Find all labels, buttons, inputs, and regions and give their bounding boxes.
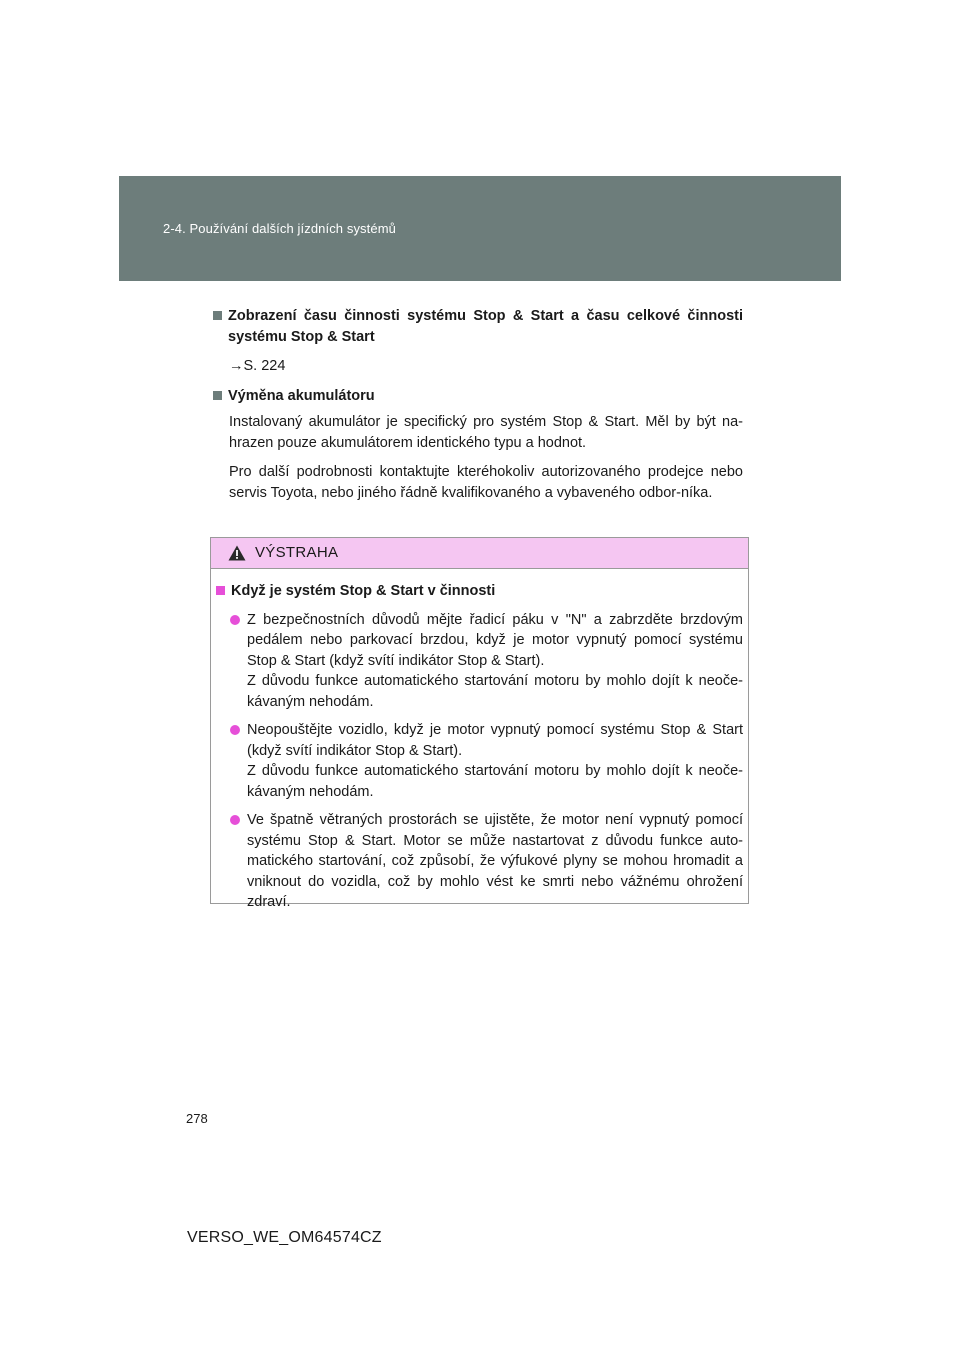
list-item: Ve špatně větraných prostorách se ujistěte, že motor není vypnutý pomocí systému Stop & Start. Motor se může nastartovat z důvodu funkce auto-matického startování, což způsobí, že výfukové plyny se mohou hromadit a vniknout do vozidla, což by mohlo vést ke smrti nebo vážnému ohrožení zdraví.	[230, 810, 743, 913]
round-bullet-icon	[230, 815, 240, 825]
paragraph: Instalovaný akumulátor je specifický pro systém Stop & Start. Měl by být na-hrazen pouze akumulátorem identického typu a hodnot.	[229, 414, 743, 451]
section-heading-battery: Výměna akumulátoru	[213, 386, 743, 407]
chapter-title: 2-4. Používání dalších jízdních systémů	[163, 221, 396, 236]
warning-box	[210, 537, 749, 910]
document-code: VERSO_WE_OM64574CZ	[187, 1229, 382, 1246]
main-content	[213, 306, 743, 503]
warning-body	[216, 581, 743, 913]
square-bullet-icon	[213, 391, 222, 400]
warning-triangle-icon	[228, 545, 246, 561]
paragraph: Pro další podrobnosti kontaktujte kteréhokoliv autorizovaného prodejce nebo servis Toyota, nebo jiného řádně kvalifikovaného a vybaveného odbor-níka.	[229, 464, 743, 501]
round-bullet-icon	[230, 615, 240, 625]
list-item: Z bezpečnostních důvodů mějte řadicí páku v "N" a zabrzděte brzdovým pedálem nebo parkovací brzdou, když je motor vypnutý pomocí systému Stop & Start (když svítí indikátor Stop & Start). Z důvodu funkce automatického startování motoru by mohlo dojít k neoče-kávaným nehodám.	[230, 610, 743, 713]
warning-heading: Když je systém Stop & Start v činnosti	[216, 581, 743, 602]
square-bullet-icon	[213, 311, 222, 320]
page-number: 278	[186, 1111, 208, 1126]
round-bullet-icon	[230, 725, 240, 735]
list-item: Neopouštějte vozidlo, když je motor vypnutý pomocí systému Stop & Start (když svítí indikátor Stop & Start). Z důvodu funkce automatického startování motoru by mohlo dojít k neoče-kávaným nehodám.	[230, 720, 743, 802]
section-header-bar	[119, 176, 841, 281]
square-bullet-icon	[216, 586, 225, 595]
section-heading-display-time: Zobrazení času činnosti systému Stop & Start a času celkové činnosti systému Stop & Start	[213, 306, 743, 347]
page-reference: →S. 224	[229, 358, 286, 374]
warning-title: VÝSTRAHA	[255, 544, 339, 561]
warning-header	[211, 538, 748, 569]
